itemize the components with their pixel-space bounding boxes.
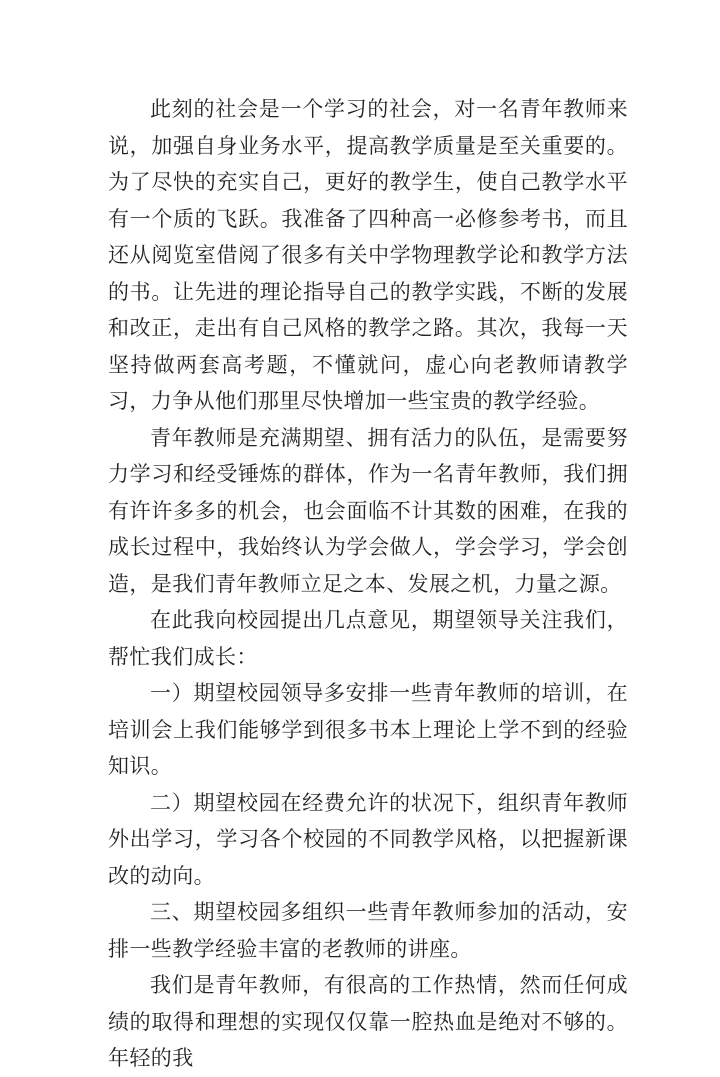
paragraph-young-teachers: 青年教师是充满期望、拥有活力的队伍，是需要努力学习和经受锤炼的群体，作为一名青年教师，我们拥有许许多多的机会，也会面临不计其数的困难，在我的成长过程中，我始终认为学会做人，学会学习，学会创造，是我们青年教师立足之本、发展之机，力量之源。: [108, 425, 628, 596]
paragraph-closing: 我们是青年教师，有很高的工作热情，然而任何成绩的取得和理想的实现仅仅靠一腔热血是绝对不够的。年轻的我: [108, 973, 628, 1070]
paragraph-suggestion-2: 二）期望校园在经费允许的状况下，组织青年教师外出学习，学习各个校园的不同教学风格，以把握新课改的动向。: [108, 790, 628, 888]
paragraph-suggestion-3: 三、期望校园多组织一些青年教师参加的活动，安排一些教学经验丰富的老教师的讲座。: [108, 900, 628, 961]
paragraph-suggestions-intro: 在此我向校园提出几点意见，期望领导关注我们，帮忙我们成长：: [108, 608, 628, 669]
paragraph-self-study: 此刻的社会是一个学习的社会，对一名青年教师来说，加强自身业务水平，提高教学质量是至关重要的。为了尽快的充实自己，更好的教学生，使自己教学水平有一个质的飞跃。我准备了四种高一必修参考书，而且还从阅览室借阅了很多有关中学物理教学论和教学方法的书。让先进的理论指导自己的教学实践，不断的发展和改正，走出有自己风格的教学之路。其次，我每一天坚持做两套高考题，不懂就问，虚心向老教师请教学习，力争从他们那里尽快增加一些宝贵的教学经验。: [108, 97, 628, 413]
paragraph-suggestion-1: 一）期望校园领导多安排一些青年教师的培训，在培训会上我们能够学到很多书本上理论上学不到的经验知识。: [108, 681, 628, 778]
document-body: [108, 91, 628, 1077]
